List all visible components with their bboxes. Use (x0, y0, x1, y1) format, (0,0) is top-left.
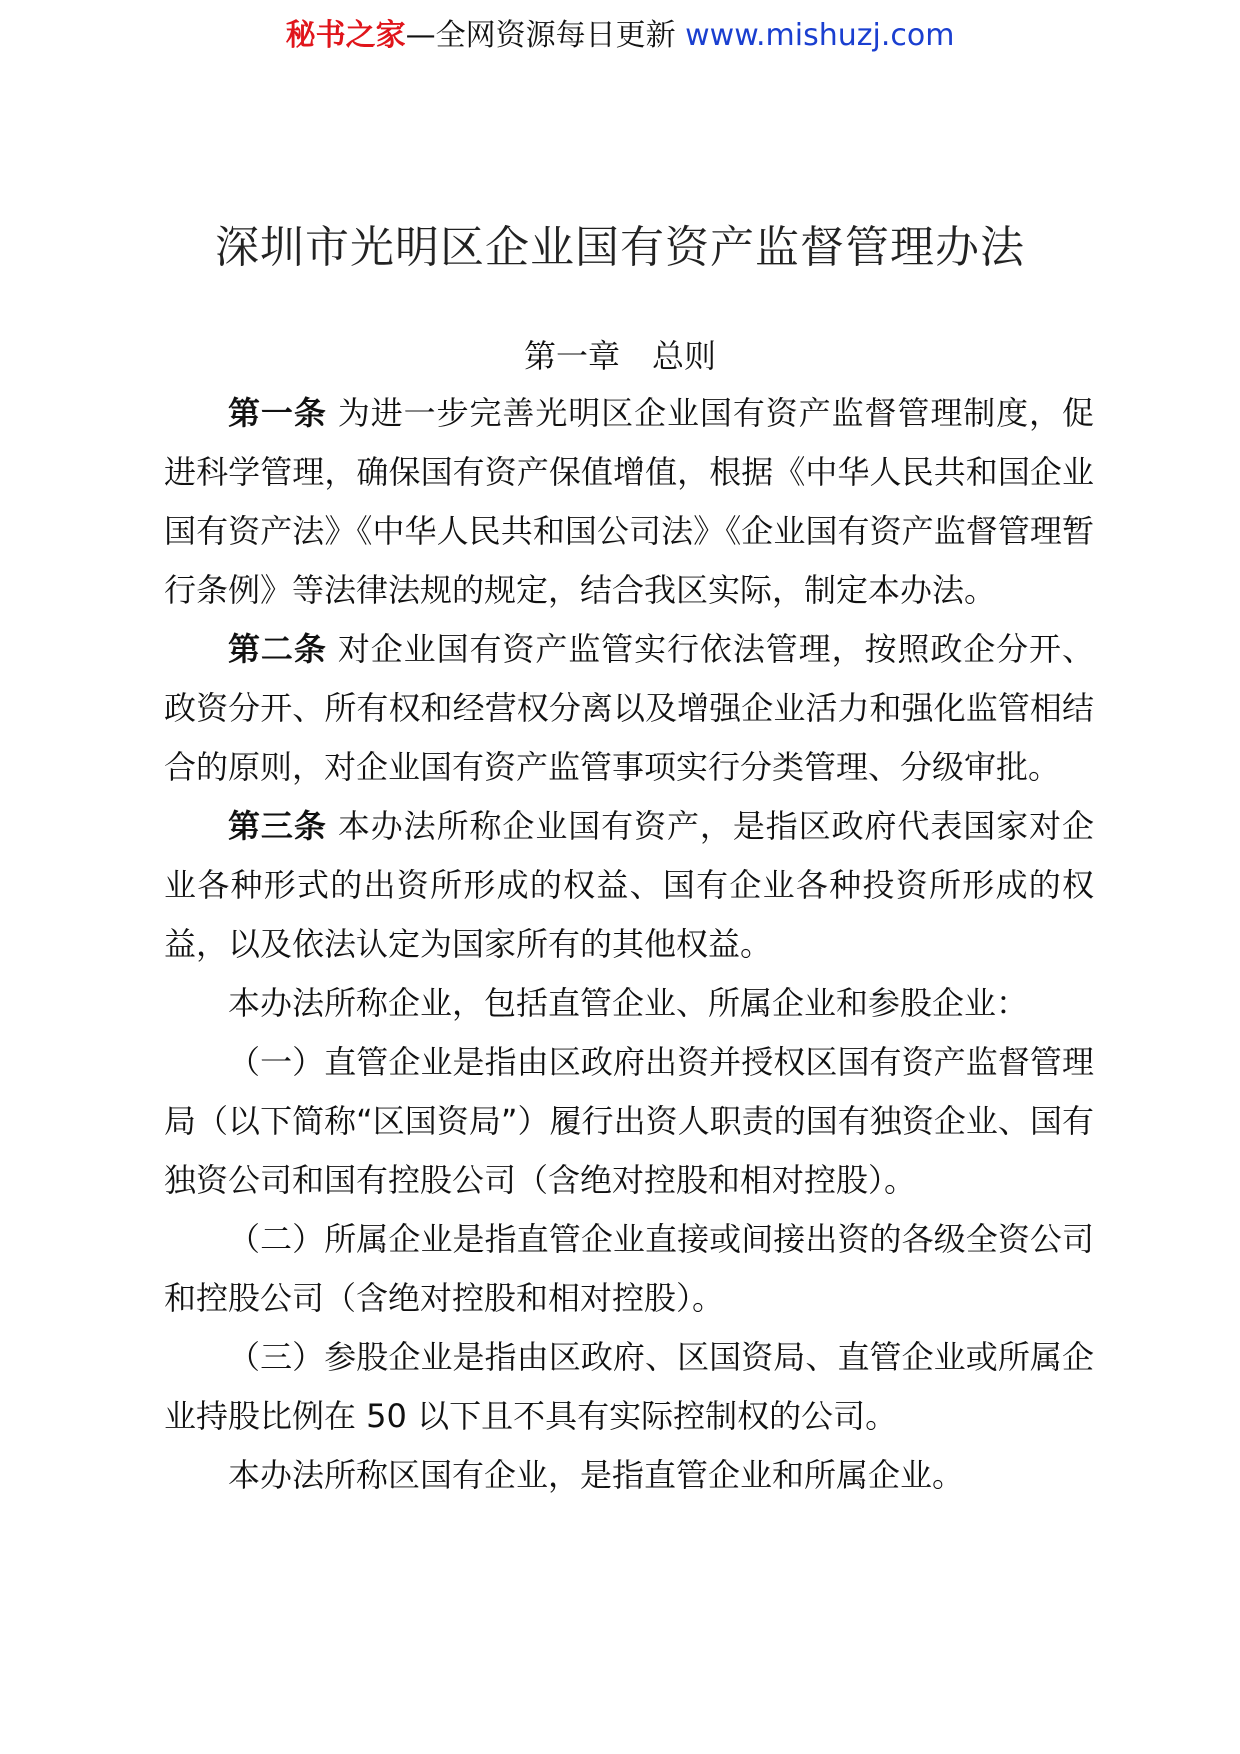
paragraph-text: （二）所属企业是指直管企业直接或间接出资的各级全资公司和控股公司（含绝对控股和相对控股）。 (164, 1220, 1094, 1317)
article-text: 为进一步完善光明区企业国有资产监督管理制度，促进科学管理，确保国有资产保值增值，根据《中华人民共和国企业国有资产法》《中华人民共和国公司法》《企业国有资产监督管理暂行条例》等法律法规的规定，结合我区实际，制定本办法。 (164, 394, 1094, 609)
site-brand: 秘书之家 (285, 18, 406, 53)
article-number: 第二条 (228, 630, 327, 668)
paragraph-text: （三）参股企业是指由区政府、区国资局、直管企业或所属企业持股比例在 50 以下且不具有实际控制权的公司。 (164, 1338, 1094, 1435)
item-2-paragraph (164, 1210, 1094, 1328)
document-body (164, 384, 1094, 1505)
paragraph-text: （一）直管企业是指由区政府出资并授权区国有资产监督管理局（以下简称“区国资局”）履行出资人职责的国有独资企业、国有独资公司和国有控股公司（含绝对控股和相对控股）。 (164, 1043, 1094, 1199)
site-tagline: —全网资源每日更新 (405, 18, 686, 53)
article-text: 对企业国有资产监管实行依法管理，按照政企分开、政资分开、所有权和经营权分离以及增强企业活力和强化监管相结合的原则，对企业国有资产监管事项实行分类管理、分级审批。 (164, 630, 1094, 786)
enterprise-scope-paragraph (164, 974, 1094, 1033)
item-3-paragraph (164, 1328, 1094, 1446)
site-url-link[interactable]: www.mishuzj.com (685, 18, 955, 53)
article-text: 本办法所称企业国有资产，是指区政府代表国家对企业各种形式的出资所形成的权益、国有企业各种投资所形成的权益，以及依法认定为国家所有的其他权益。 (164, 807, 1094, 963)
paragraph-text: 本办法所称企业，包括直管企业、所属企业和参股企业： (228, 984, 1029, 1022)
article-3-paragraph (164, 797, 1094, 974)
chapter-heading: 第一章 总则 (523, 337, 716, 375)
site-header (0, 14, 1240, 58)
state-enterprise-definition-paragraph (164, 1446, 1094, 1505)
article-2-paragraph (164, 620, 1094, 797)
paragraph-text: 本办法所称区国有企业，是指直管企业和所属企业。 (228, 1456, 965, 1494)
article-number: 第一条 (228, 394, 327, 432)
article-1-paragraph (164, 384, 1094, 620)
article-number: 第三条 (228, 807, 327, 845)
document-title: 深圳市光明区企业国有资产监督管理办法 (215, 222, 1025, 273)
item-1-paragraph (164, 1033, 1094, 1210)
